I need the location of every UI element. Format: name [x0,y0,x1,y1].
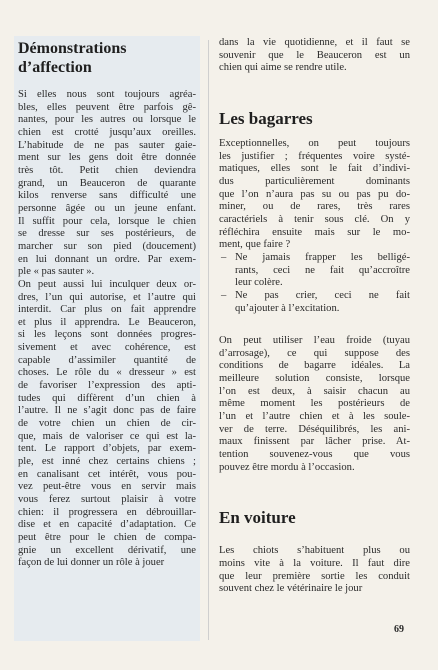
text-line: et plus il apprendra. Le Beauceron, [18,316,196,328]
text-line: réfléchira ensuite mais sur le mo- [219,226,410,238]
dash-bullet: – [221,289,227,301]
text-line: sivement et avec cohérence, est [18,342,196,354]
text-line: vez peut-être vous en servir mais [18,481,196,493]
text-line: que leur première sortie les conduit [219,570,410,582]
text-line: dise et en capacité d’adaptation. Ce [18,519,196,531]
text-line: Il suffit pour cela, lorsque le chien [18,215,196,227]
text-line: bles, elles peuvent être parfois gê- [18,101,196,113]
text-line: qu’ajouter à l’excitation. [235,302,340,314]
text-line: matiques, elles sont le fait d’indivi- [219,163,410,175]
text-line: tention souvenez-vous que vous [219,449,410,461]
text-line: ment sur les gens doit être donnée [18,152,196,164]
affection-paragraph [18,89,196,570]
text-line: marcher sur son pied (doucement) [18,240,196,252]
text-line: Exceptionnelles, on peut toujours [219,137,410,149]
text-line: souvent chez le vétérinaire le jour [219,583,363,595]
text-line: rants, ceci ne fait qu’accroître [235,264,410,276]
text-line: chien: il progressera en débrouillar- [18,506,196,518]
text-line: ple, est inné chez certains chiens ; [18,456,196,468]
text-line: Si elles nous sont toujours agréa- [18,89,196,100]
text-line: souvenir que le Beauceron est un [219,49,410,61]
text-line: pouvez être mordu à l’occasion. [219,461,355,473]
list-item [219,252,410,290]
text-line: grand, un Beauceron de quarante [18,177,196,189]
text-line: personne âgée ou un jeune enfant. [18,202,196,214]
text-line: Ne jamais frapper les belligé- [235,251,410,263]
page-number: 69 [394,624,404,635]
text-line: de favoriser l’expression des apti- [18,380,196,392]
text-line: l’on est deux, à saisir chacun au [219,385,410,397]
text-line: que l’on n’aura pas su ou pas pu do- [219,188,410,200]
text-line: les justifier ; fréquentes voire systé- [219,150,410,162]
voiture-paragraph [219,545,410,596]
section-heading-bagarres: Les bagarres [219,108,313,128]
text-line: l’autre. Il ne s’agit donc pas de faire [18,405,196,417]
text-line: Les chiots s’habituent plus ou [219,545,410,557]
bagarres-paragraph [219,138,410,252]
text-line: Ne pas crier, ceci ne fait [235,289,410,301]
text-line: si les leçons sont données progres- [18,329,196,341]
text-line: ment, que faire ? [219,239,291,251]
text-line: miner, ou de rares, très rares [219,201,410,213]
text-line: On peut aussi lui inculquer deux or- [18,278,196,290]
text-line: caractériels à tenir sous clé. On y [219,213,410,225]
text-line: chien qui aime se rendre utile. [219,62,347,74]
sidebar-box [14,36,200,641]
text-line: L’habitude de ne pas sauter gaie- [18,139,196,151]
text-line: tudes qui diffèrent d’un chien à [18,392,196,404]
text-line: choses. Le rôle du « dresseur » est [18,367,196,379]
text-line: dus particulièrement dominants [219,175,410,187]
text-line: conditions de bagarre idéales. La [219,360,410,372]
text-line: d’arrosage), ce qui suppose des [219,347,410,359]
text-line: se dresse sur ses postérieurs, de [18,228,196,240]
column-divider [208,40,209,640]
text-line: capable d’assimiler quantité de [18,354,196,366]
text-line: nantes, pour les autres ou lorsque le [18,114,196,126]
text-line: même moment les postérieurs de [219,398,410,410]
text-line: que, mais de valoriser ce qui est la- [18,430,196,442]
section-heading-voiture: En voiture [219,508,296,528]
text-line: gnie un excellent dérivatif, une [18,544,196,556]
text-line: interdit. Car plus on fait apprendre [18,304,196,316]
text-line: façon de lui donner un rôle à jouer [18,557,165,569]
section-heading-affection [18,39,196,77]
text-line: l’un et l’autre chien et à les soule- [219,411,410,423]
text-line: de votre chien un chien de cir- [18,418,196,430]
text-line: chien est crotté jusqu’aux oreilles. [18,126,196,138]
continuation-paragraph [219,37,410,75]
bagarres-list [219,252,410,315]
text-line: ver de terre. Déséquilibrés, les ani- [219,423,410,435]
text-line: moins vite à la voiture. Il faut dire [219,558,410,570]
text-line: très tôt. Petit chien deviendra [18,164,196,176]
dash-bullet: – [221,251,227,263]
bagarres-paragraph-2 [219,335,410,474]
text-line: maux finissent par lâcher prise. At- [219,436,410,448]
text-line: en canalisant cet intérêt, vous pou- [18,468,196,480]
text-line: en lui donnant un ordre. Par exem- [18,253,196,265]
text-line: meilleure solution consiste, lorsque [219,373,410,385]
text-line: ple « pas sauter ». [18,266,95,278]
text-line: leur colère. [235,277,283,289]
text-line: dres, l’un qui autorise, et l’autre qui [18,291,196,303]
text-line: On peut utiliser l’eau froide (tuyau [219,335,410,347]
text-line: dans la vie quotidienne, et il faut se [219,37,410,48]
text-line: tent. Le rapport d’objets, par exem- [18,443,196,455]
text-line: peut être pour le chien de compa- [18,531,196,543]
heading-line: d’affection [18,59,92,76]
list-item [219,290,410,315]
text-line: kilos renverse sans difficulté une [18,190,196,202]
heading-line: Démonstrations [18,40,127,57]
text-line: vous ferez surtout plaisir à votre [18,494,196,505]
right-column [219,37,410,596]
